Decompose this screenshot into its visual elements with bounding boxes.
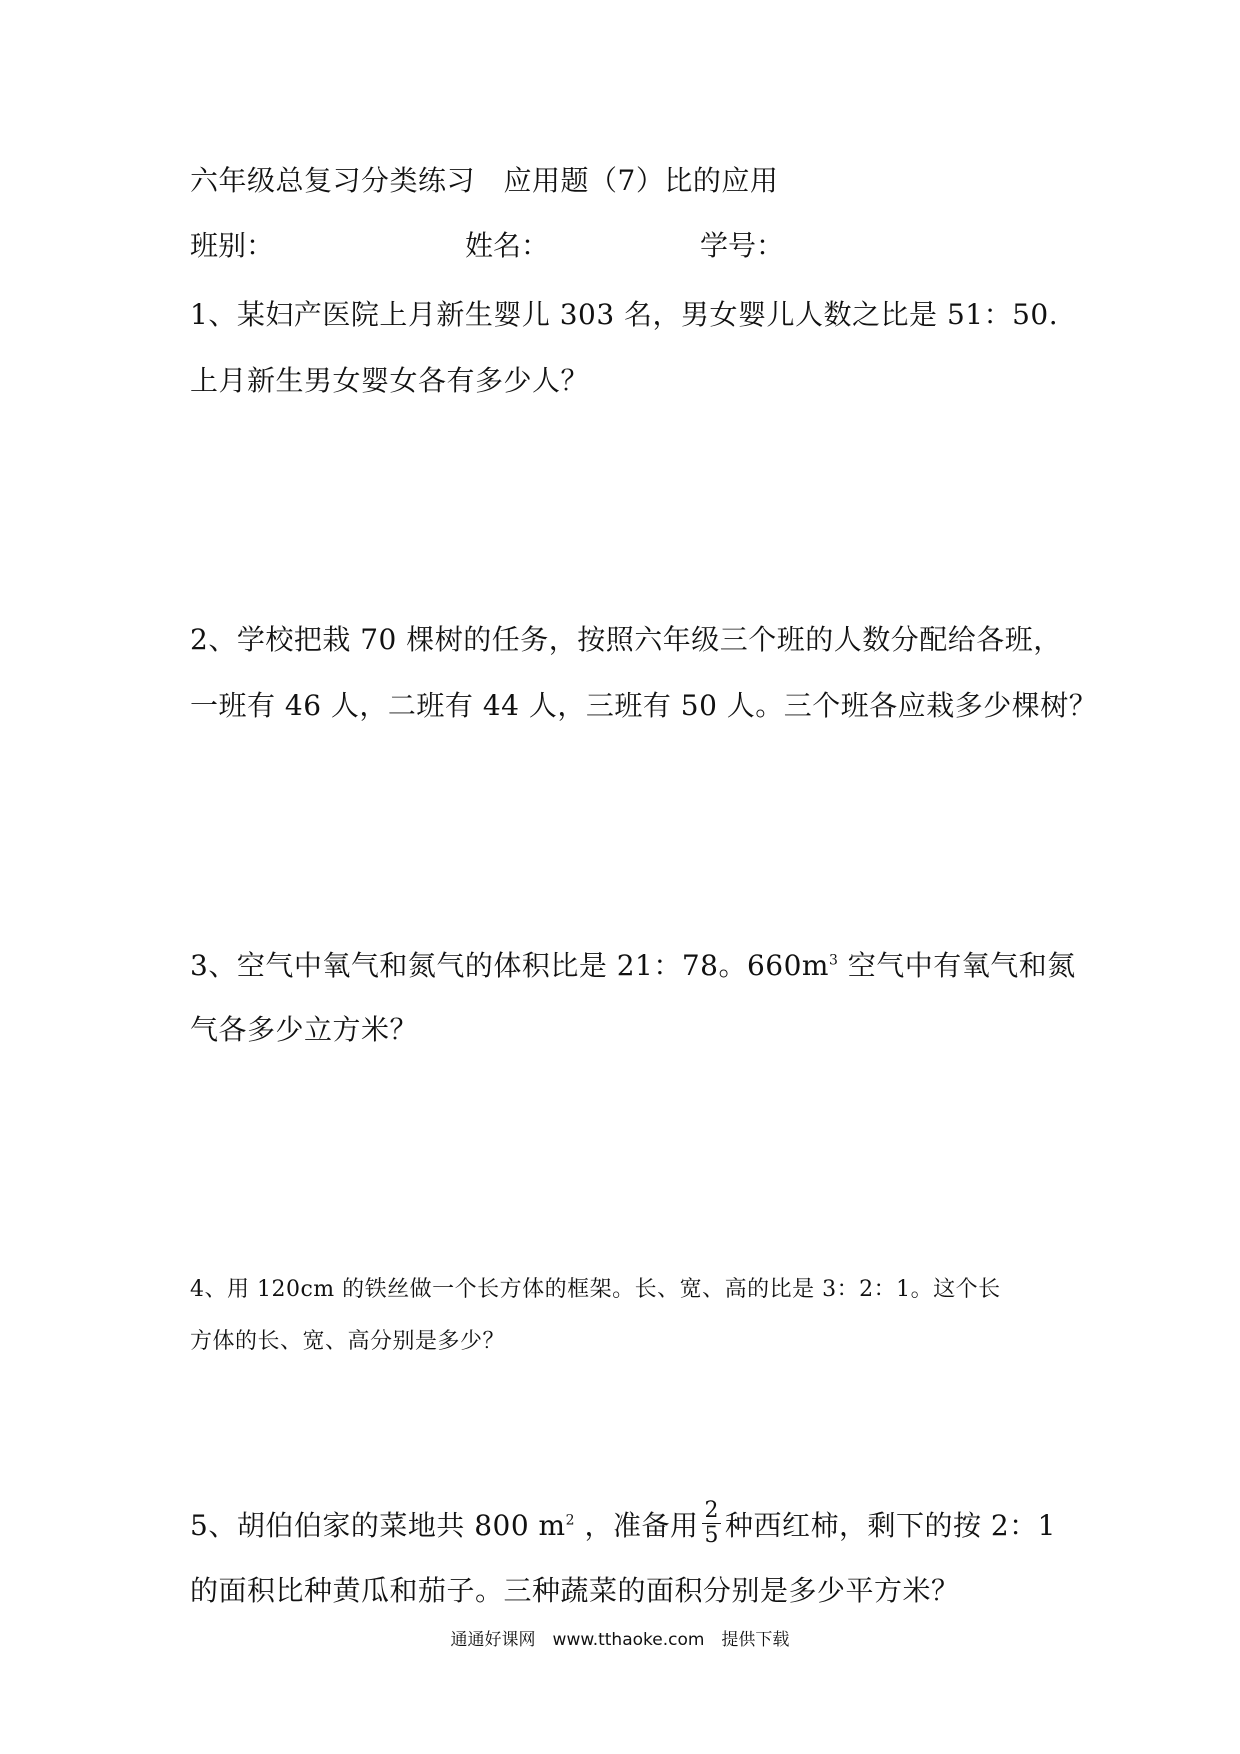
question-1-line-1: 1、某妇产医院上月新生婴儿 303 名，男女婴儿人数之比是 51：50. xyxy=(190,298,1059,331)
question-3-line-1 xyxy=(190,948,1076,984)
question-2-line-2: 一班有 46 人，二班有 44 人，三班有 50 人。三个班各应栽多少棵树？ xyxy=(190,689,1098,722)
question-1-line-2: 上月新生男女婴女各有多少人？ xyxy=(190,364,590,397)
cubic-exponent: 3 xyxy=(828,952,839,969)
footer-source: 通通好课网 www.tthaoke.com 提供下载 xyxy=(450,1630,790,1650)
fraction-denominator: 5 xyxy=(704,1523,719,1548)
question-2-line-1: 2、学校把栽 70 棵树的任务，按照六年级三个班的人数分配给各班， xyxy=(190,623,1062,656)
question-3-text-b: 空气中有氧气和氮 xyxy=(838,949,1076,982)
student-number-label: 学号： xyxy=(700,229,785,262)
name-label: 姓名： xyxy=(465,229,550,262)
square-exponent: 2 xyxy=(565,1512,576,1529)
class-label: 班别： xyxy=(190,229,275,262)
fraction-two-fifths xyxy=(702,1499,721,1548)
question-5-text-b: ，准备用 xyxy=(575,1509,699,1542)
question-3-text-a: 3、空气中氧气和氮气的体积比是 21：78。660m xyxy=(190,949,829,982)
question-3-line-2: 气各多少立方米？ xyxy=(190,1013,419,1046)
page-title: 六年级总复习分类练习 应用题（7）比的应用 xyxy=(190,164,779,197)
question-5-text-c: 种西红柿，剩下的按 2：1 xyxy=(724,1509,1056,1542)
question-5-line-1 xyxy=(190,1498,1056,1552)
question-5-line-2: 的面积比种黄瓜和茄子。三种蔬菜的面积分别是多少平方米？ xyxy=(190,1574,960,1607)
question-4-line-2: 方体的长、宽、高分别是多少？ xyxy=(190,1329,506,1354)
fraction-numerator: 2 xyxy=(704,1498,719,1523)
question-4-line-1: 4、用 120cm 的铁丝做一个长方体的框架。长、宽、高的比是 3：2：1。这个长 xyxy=(190,1277,1001,1302)
question-5-text-a: 5、胡伯伯家的菜地共 800 m xyxy=(190,1509,566,1542)
